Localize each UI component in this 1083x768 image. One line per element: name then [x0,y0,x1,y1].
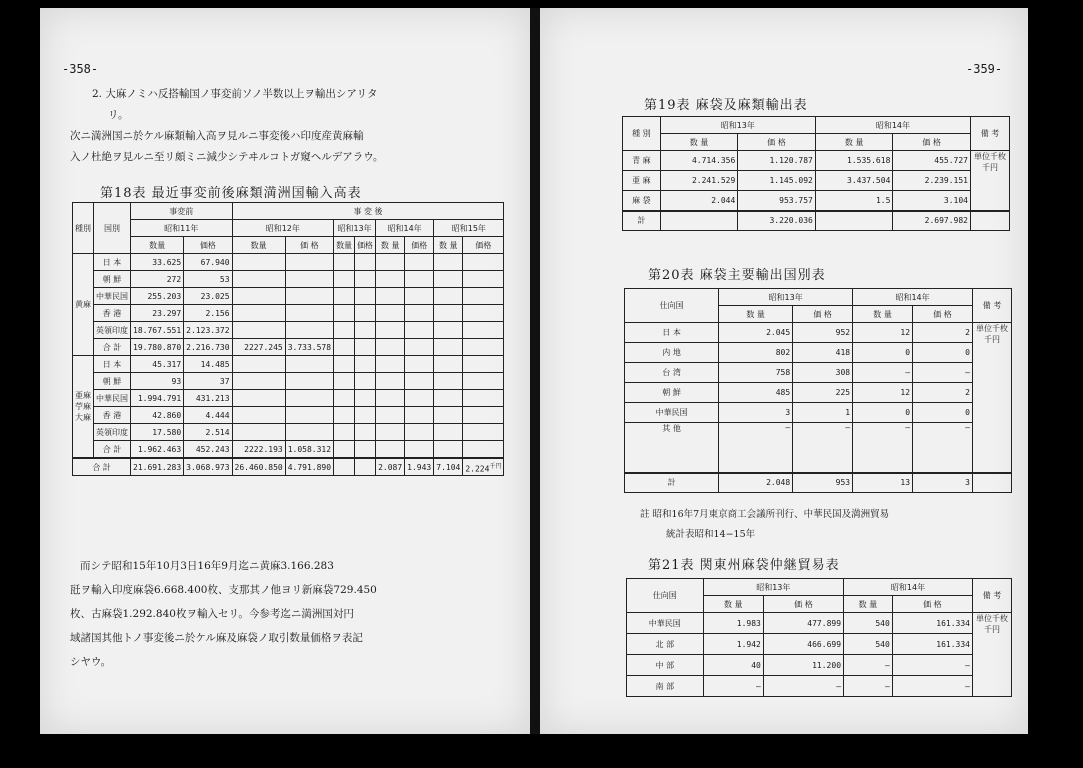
paragraph-2-line-3: 枚、古麻袋1.292.840枚ヲ輸入セリ。今参考迄ニ満洲国対円 [70,608,354,620]
header-val: 価 格 [913,306,973,323]
table-row [73,288,504,305]
cell-qty: 2.241.529 [660,171,738,191]
cell-qty: 12 [853,323,913,343]
cell-val: 37 [184,373,232,390]
cell-qty: 2.087 [376,458,405,476]
cell-val: 308 [793,363,853,383]
right-page [540,8,1028,734]
cell-qty: 13 [853,473,913,493]
cell-val: 3.104 [893,191,971,211]
cell-val: 2.239.151 [893,171,971,191]
table-row [625,363,1012,383]
cell-val: 3 [913,473,973,493]
header-qty: 数量 [131,237,184,254]
cell-val: 477.899 [763,613,843,634]
cell-remark: 単位千枚千円 [973,323,1012,473]
cell-grand-total-label: 合 計 [73,458,131,476]
table-row-subtotal [73,441,504,459]
table-row [73,390,504,407]
header-val: 価格 [405,237,434,254]
cell-qty: 42.860 [131,407,184,424]
cell-val: — [913,423,973,473]
header-prewar: 事変前 [131,203,233,220]
cell-kind: 亜 麻 [623,171,661,191]
cell-val: 0 [913,403,973,423]
cell-country: 朝 鮮 [94,271,131,288]
cell-val: 161.334 [892,634,972,655]
cell-val: 2.697.982 [893,211,971,231]
paragraph-2-line-4: 域諸国其他トノ事変後ニ於ケル麻及麻袋ノ取引数量価格ヲ表記 [70,632,363,644]
cell-qty: 4.714.356 [660,151,738,171]
header-postwar: 事 変 後 [232,203,504,220]
cell-qty: 0 [853,403,913,423]
cell-country: 朝 鮮 [94,373,131,390]
header-kind: 種別 [73,203,94,254]
cell-qty: 0 [853,343,913,363]
table-row-total [625,473,1012,493]
cell-qty: 758 [719,363,793,383]
cell-qty: 2.048 [719,473,793,493]
cell-val: 3.733.578 [285,339,333,356]
cell-country: 中華民国 [94,288,131,305]
cell-qty: 26.460.850 [232,458,285,476]
cell-val: 455.727 [893,151,971,171]
cell-val: 2.156 [184,305,232,322]
cell-val: 0 [913,343,973,363]
header-year-15: 昭和15年 [434,220,504,237]
table-19-title: 第19表 麻袋及麻類輸出表 [644,98,808,113]
paragraph-1-line-2: リ。 [108,109,129,121]
table-21-title: 第21表 関東州麻袋仲継貿易表 [648,558,840,573]
cell-qty: 3 [719,403,793,423]
cell-qty: 33.625 [131,254,184,271]
cell-qty: 93 [131,373,184,390]
table-row [73,271,504,288]
left-page [40,8,530,734]
header-qty: 数 量 [376,237,405,254]
cell-qty: 2222.193 [232,441,285,459]
cell-qty: 17.580 [131,424,184,441]
group-label-2: 亜麻苧麻大麻 [73,356,94,459]
cell-destination: 南 部 [627,676,704,697]
cell-qty: 7.104 [434,458,463,476]
cell-country: 香 港 [94,305,131,322]
table-row [73,424,504,441]
header-year-14: 昭和14年 [844,579,973,596]
paragraph-1-line-4: 入ノ杜絶ヲ見ルニ至リ頗ミニ減少シテヰルコトガ窺ヘルデアラウ。 [70,151,384,163]
table-21 [626,578,1012,697]
cell-destination: 内 地 [625,343,719,363]
cell-qty: — [844,676,893,697]
table-row [625,343,1012,363]
table-row [623,151,1010,171]
header-qty: 数 量 [660,134,738,151]
cell-qty: 802 [719,343,793,363]
cell-val: 952 [793,323,853,343]
table-row [73,373,504,390]
cell-qty: 1.962.463 [131,441,184,459]
cell-val-text: 2.224 [465,464,490,474]
cell-destination: 北 部 [627,634,704,655]
cell-qty: 23.297 [131,305,184,322]
table-row [627,613,1012,634]
cell-qty: 40 [703,655,763,676]
table-20-title: 第20表 麻袋主要輸出国別表 [648,268,826,283]
cell-qty: — [853,363,913,383]
unit-note: 千円 [489,462,502,470]
header-remark: 備 考 [971,117,1010,151]
table-row [73,254,504,271]
header-remark: 備 考 [973,579,1012,613]
table-row [625,403,1012,423]
cell-val: — [892,655,972,676]
cell-val: — [793,423,853,473]
cell-val: — [892,676,972,697]
table-20 [624,288,1012,493]
cell-destination: 其 他 [625,423,719,473]
header-qty: 数 量 [703,596,763,613]
header-val: 価 格 [893,134,971,151]
cell-country: 合 計 [94,441,131,459]
header-val: 価 格 [763,596,843,613]
cell-val: 4.791.890 [285,458,333,476]
cell-country: 中華民国 [94,390,131,407]
paragraph-2-line-5: シヤウ。 [70,656,112,668]
cell-qty: 19.780.870 [131,339,184,356]
header-val: 価格 [355,237,376,254]
cell-val: 4.444 [184,407,232,424]
table-row [623,171,1010,191]
cell-val: 11.200 [763,655,843,676]
header-year-13: 昭和13年 [334,220,376,237]
cell-val: 23.025 [184,288,232,305]
cell-val: 1.145.092 [738,171,816,191]
book-gutter [530,8,540,734]
table-row [627,655,1012,676]
table-18-title: 第18表 最近事変前後麻類満洲国輸入高表 [100,186,362,201]
cell-qty: 21.691.283 [131,458,184,476]
cell-total-label: 計 [623,211,661,231]
cell-val: 14.485 [184,356,232,373]
cell-val: 1 [793,403,853,423]
header-country: 国別 [94,203,131,254]
cell-qty: 1.5 [815,191,893,211]
cell-val: 3.220.036 [738,211,816,231]
cell-destination: 台 湾 [625,363,719,383]
cell-country: 合 計 [94,339,131,356]
header-qty: 数 量 [815,134,893,151]
cell-val: 431.213 [184,390,232,407]
cell-destination: 朝 鮮 [625,383,719,403]
cell-total-label: 計 [625,473,719,493]
cell-qty: — [719,423,793,473]
header-qty: 数 量 [719,306,793,323]
table-row [627,634,1012,655]
table-20-note-line-2: 統計表昭和14−15年 [666,529,756,540]
header-qty: 数 量 [853,306,913,323]
cell-destination: 中華民国 [625,403,719,423]
cell-country: 英領印度 [94,424,131,441]
paragraph-2-line-2: 瓩ヲ輸入印度麻袋6.668.400枚、支那其ノ他ヨリ新麻袋729.450 [70,584,377,596]
cell-kind: 麻 袋 [623,191,661,211]
cell-qty: 2227.245 [232,339,285,356]
cell-qty: 1.942 [703,634,763,655]
cell-qty: 45.317 [131,356,184,373]
cell-remark: 単位千枚千円 [973,613,1012,697]
cell-qty: 2.044 [660,191,738,211]
header-val: 価 格 [738,134,816,151]
page-number-right: -359- [966,62,1003,76]
cell-kind: 青 麻 [623,151,661,171]
header-year-13: 昭和13年 [660,117,815,134]
cell-qty: 1.994.791 [131,390,184,407]
header-remark: 備 考 [973,289,1012,323]
table-row [623,191,1010,211]
cell-val: 2.514 [184,424,232,441]
header-year-12: 昭和12年 [232,220,334,237]
cell-destination: 日 本 [625,323,719,343]
paragraph-2-line-1: 而シテ昭和15年10月3日16年9月迄ニ黄麻3.166.283 [80,560,334,572]
cell-val: 3.068.973 [184,458,232,476]
cell-val: 67.940 [184,254,232,271]
cell-destination: 中華民国 [627,613,704,634]
cell-country: 英領印度 [94,322,131,339]
table-row-subtotal [73,339,504,356]
table-row [73,407,504,424]
header-year-11: 昭和11年 [131,220,233,237]
cell-val: 225 [793,383,853,403]
table-19 [622,116,1010,231]
paragraph-1-line-1: 2. 大麻ノミハ反搭輸国ノ事変前ソノ半数以上ヲ輸出シアリタ [92,88,378,100]
cell-val: 2 [913,323,973,343]
cell-qty: — [703,676,763,697]
cell-val: 161.334 [892,613,972,634]
header-destination: 仕向国 [625,289,719,323]
table-row [73,322,504,339]
table-row [625,323,1012,343]
cell-val: 452.243 [184,441,232,459]
cell-qty: 255.203 [131,288,184,305]
header-destination: 仕向国 [627,579,704,613]
header-year-14: 昭和14年 [376,220,434,237]
header-val: 価 格 [285,237,333,254]
cell-destination: 中 部 [627,655,704,676]
cell-val: 2 [913,383,973,403]
cell-qty: 272 [131,271,184,288]
table-row [73,305,504,322]
cell-qty: 540 [844,634,893,655]
cell-val: 418 [793,343,853,363]
cell-country: 日 本 [94,356,131,373]
table-row [73,356,504,373]
paragraph-1-line-3: 次ニ満洲国ニ於ケル麻類輸入高ヲ見ルニ事変後ハ印度産黄麻輸 [70,130,364,142]
table-row-total [623,211,1010,231]
cell-val: 1.058.312 [285,441,333,459]
cell-val: 1.120.787 [738,151,816,171]
cell-val: — [913,363,973,383]
header-qty: 数 量 [434,237,463,254]
header-qty: 数 量 [844,596,893,613]
cell-qty: — [844,655,893,676]
header-year-14: 昭和14年 [853,289,973,306]
header-qty: 数量 [232,237,285,254]
cell-val: 1.943 [405,458,434,476]
cell-qty: 1.535.618 [815,151,893,171]
group-label-1: 黄麻 [73,254,94,356]
header-year-14: 昭和14年 [815,117,970,134]
cell-val: — [763,676,843,697]
header-val: 価 格 [793,306,853,323]
cell-val [463,458,504,476]
cell-qty: 18.767.551 [131,322,184,339]
cell-qty: 1.983 [703,613,763,634]
header-val: 価格 [184,237,232,254]
cell-qty: 2.045 [719,323,793,343]
cell-val: 2.216.730 [184,339,232,356]
cell-qty: 3.437.504 [815,171,893,191]
cell-val: 2.123.372 [184,322,232,339]
cell-qty: 540 [844,613,893,634]
cell-qty: 12 [853,383,913,403]
header-kind: 種 別 [623,117,661,151]
cell-country: 香 港 [94,407,131,424]
header-qty: 数量 [334,237,355,254]
header-val: 価 格 [892,596,972,613]
table-row [625,423,1012,473]
cell-country: 日 本 [94,254,131,271]
table-row-grand-total [73,458,504,476]
table-row [627,676,1012,697]
header-year-13: 昭和13年 [703,579,843,596]
header-val: 価格 [463,237,504,254]
cell-qty: — [853,423,913,473]
cell-val: 953 [793,473,853,493]
cell-val: 466.699 [763,634,843,655]
table-20-note-line-1: 註 昭和16年7月東京商工会議所刊行、中華民国及満洲貿易 [640,509,890,520]
table-row [625,383,1012,403]
cell-val: 953.757 [738,191,816,211]
header-year-13: 昭和13年 [719,289,853,306]
cell-qty: 485 [719,383,793,403]
cell-remark: 単位千枚千円 [971,151,1010,211]
table-18 [72,202,504,476]
cell-val: 53 [184,271,232,288]
page-number-left: -358- [62,62,99,76]
